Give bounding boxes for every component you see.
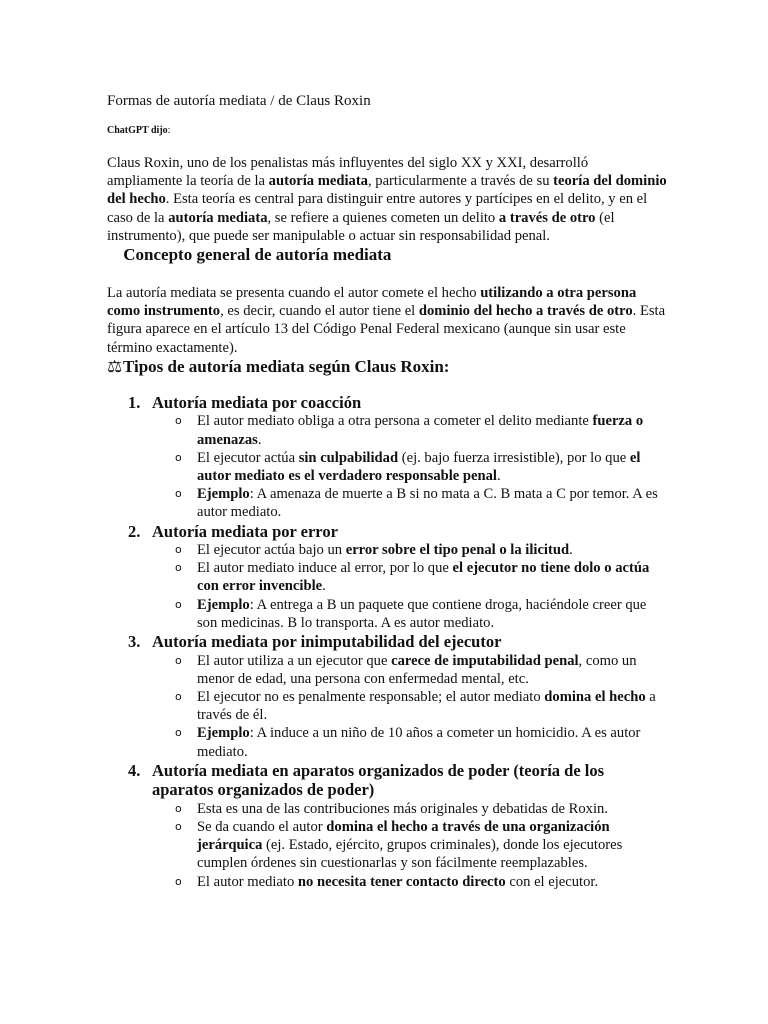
sub-list-item <box>175 596 667 632</box>
bullet-icon: o <box>175 450 182 464</box>
sub-list-item <box>175 559 667 595</box>
bullet-icon: o <box>175 561 182 575</box>
bold-run: domina el hecho <box>544 688 646 705</box>
bold-run: autoría mediata <box>268 173 368 190</box>
type-item <box>128 521 667 633</box>
bullet-icon: o <box>175 414 182 428</box>
sub-item-text <box>197 486 658 520</box>
text-run: El autor mediato obliga a otra persona a cometer el delito mediante <box>197 413 593 430</box>
bullet-icon: o <box>175 689 182 703</box>
sub-item-text <box>197 542 573 558</box>
bold-run: autoría mediata <box>168 209 268 226</box>
sub-item-text <box>197 560 649 594</box>
speaker-label <box>107 125 667 137</box>
sub-item-text <box>197 689 656 723</box>
sub-list-item <box>175 449 667 485</box>
sub-list <box>152 652 667 761</box>
type-number: 2. <box>128 521 141 541</box>
bullet-icon: o <box>175 597 182 611</box>
sub-list <box>152 800 667 891</box>
bullet-icon: o <box>175 487 182 501</box>
type-item <box>128 760 667 891</box>
text-run: : A induce a un niño de 10 años a cometer un homicidio. A es autor mediato. <box>197 725 641 760</box>
text-run: a través de él. <box>197 688 656 724</box>
section-heading-text: Concepto general de autoría mediata <box>123 245 392 265</box>
intro-paragraph <box>107 154 667 245</box>
text-run: . Esta teoría es central para distinguir entre autores y partícipes en el delito, y en el caso de la <box>107 191 648 226</box>
bold-run: carece de imputabilidad penal <box>391 652 579 669</box>
type-title: Autoría mediata por inimputabilidad del ejecutor <box>152 632 502 652</box>
text-run: . <box>569 542 573 559</box>
bold-run: dominio del hecho a través de otro <box>418 303 633 320</box>
section-heading-tipos <box>107 357 667 377</box>
text-run: El autor mediato <box>197 873 298 890</box>
type-title: Autoría mediata por error <box>152 521 338 541</box>
text-run: con el ejecutor. <box>505 873 599 890</box>
text-run: , como un menor de edad, una persona con enfermedad mental, etc. <box>197 652 637 687</box>
bold-run: sin culpabilidad <box>298 449 399 466</box>
text-run: : A entrega a B un paquete que contiene droga, haciéndole creer que son medicinas. B lo transporta. A es autor mediato. <box>197 596 647 631</box>
bold-run: Ejemplo <box>197 725 250 742</box>
bold-run: error sobre el tipo penal o la ilicitud <box>345 542 570 559</box>
bullet-icon: o <box>175 874 182 888</box>
bold-run: teoría del dominio del hecho <box>107 173 667 208</box>
type-number: 1. <box>128 392 141 412</box>
bullet-icon: o <box>175 801 182 815</box>
type-item <box>128 392 667 522</box>
section-heading-text: Tipos de autoría mediata según Claus Roxin: <box>122 356 450 376</box>
sub-item-text <box>197 819 622 871</box>
text-run: Esta es una de las contribuciones más originales y debatidas de Roxin. <box>197 800 608 817</box>
type-title: Autoría mediata por coacción <box>152 392 362 412</box>
sub-item-text <box>197 597 646 631</box>
text-run: El autor mediato induce al error, por lo que <box>197 560 453 577</box>
bullet-icon: o <box>175 653 182 667</box>
text-run: El ejecutor actúa <box>197 449 299 466</box>
sub-list-item <box>175 541 667 559</box>
bold-run: no necesita tener contacto directo <box>297 873 506 890</box>
text-run: , se refiere a quienes cometen un delito <box>267 209 499 226</box>
concept-paragraph <box>107 284 667 357</box>
sub-list-item <box>175 800 667 818</box>
bullet-icon: o <box>175 819 182 833</box>
sub-list-item <box>175 412 667 448</box>
sub-list-item <box>175 652 667 688</box>
bold-run: utilizando a otra persona como instrumento <box>107 285 637 320</box>
sub-list-item <box>175 485 667 521</box>
text-run: , particularmente a través de su <box>367 173 554 190</box>
text-run: El ejecutor actúa bajo un <box>197 542 346 559</box>
text-run: (ej. Estado, ejército, grupos criminales), donde los ejecutores cumplen órdenes sin cuestionarlas y son fácilmente reemplazables. <box>197 837 623 872</box>
text-run: . <box>496 467 501 484</box>
sub-list <box>152 412 667 521</box>
speaker-name: ChatGPT dijo <box>107 125 168 136</box>
bold-run: el ejecutor no tiene dolo o actúa con error invencible <box>197 560 650 595</box>
sub-item-text <box>197 874 598 890</box>
text-run: Se da cuando el autor <box>197 818 327 835</box>
text-run: . Esta figura aparece en el artículo 13 del Código Penal Federal mexicano (aunque sin usar este término exactamente). <box>107 303 666 356</box>
bullet-icon: o <box>175 543 182 557</box>
bold-run: Ejemplo <box>197 596 250 613</box>
type-title: Autoría mediata en aparatos organizados de poder (teoría de los aparatos organizados de poder) <box>152 760 605 800</box>
sub-item-text <box>197 413 643 447</box>
bold-run: Ejemplo <box>197 486 250 503</box>
text-run: (ej. bajo fuerza irresistible), por lo que <box>398 449 630 466</box>
text-run: (el instrumento), que puede ser manipulable o actuar sin responsabilidad penal. <box>107 209 615 244</box>
speaker-colon: : <box>167 125 171 136</box>
sub-item-text <box>197 450 640 484</box>
bold-run: fuerza o amenazas <box>197 413 644 448</box>
sub-item-text <box>197 725 640 759</box>
type-number: 4. <box>128 760 141 780</box>
text-run: . <box>322 578 326 595</box>
text-run: El autor utiliza a un ejecutor que <box>197 652 392 669</box>
text-run: La autoría mediata se presenta cuando el autor comete el hecho <box>107 285 481 302</box>
text-run: El ejecutor no es penalmente responsable; el autor mediato <box>197 688 545 705</box>
document-page <box>107 92 667 891</box>
bold-run: domina el hecho a través de una organización jerárquica <box>197 818 610 854</box>
sub-list-item <box>175 818 667 873</box>
sub-list-item <box>175 873 667 891</box>
text-run: : A amenaza de muerte a B si no mata a C. B mata a C por temor. A es autor mediato. <box>197 486 658 521</box>
sub-list <box>152 541 667 632</box>
text-run: , es decir, cuando el autor tiene el <box>220 303 419 320</box>
types-list <box>107 393 667 891</box>
type-item <box>128 632 667 761</box>
type-number: 3. <box>128 632 141 652</box>
text-run: . <box>257 431 262 448</box>
sub-item-text <box>197 801 608 817</box>
document-title: Formas de autoría mediata / de Claus Roxin <box>107 93 371 109</box>
bold-run: a través de otro <box>498 209 596 226</box>
sub-list-item <box>175 688 667 724</box>
bold-run: el autor mediato es el verdadero responsable penal <box>197 449 641 484</box>
text-run: Claus Roxin, uno de los penalistas más influyentes del siglo XX y XXI, desarrolló ampliamente la teoría de la <box>107 155 589 190</box>
scales-icon: ⚖ <box>107 356 123 376</box>
sub-list-item <box>175 724 667 760</box>
section-heading-concepto <box>107 245 667 265</box>
bullet-icon: o <box>175 726 182 740</box>
sub-item-text <box>197 653 637 687</box>
